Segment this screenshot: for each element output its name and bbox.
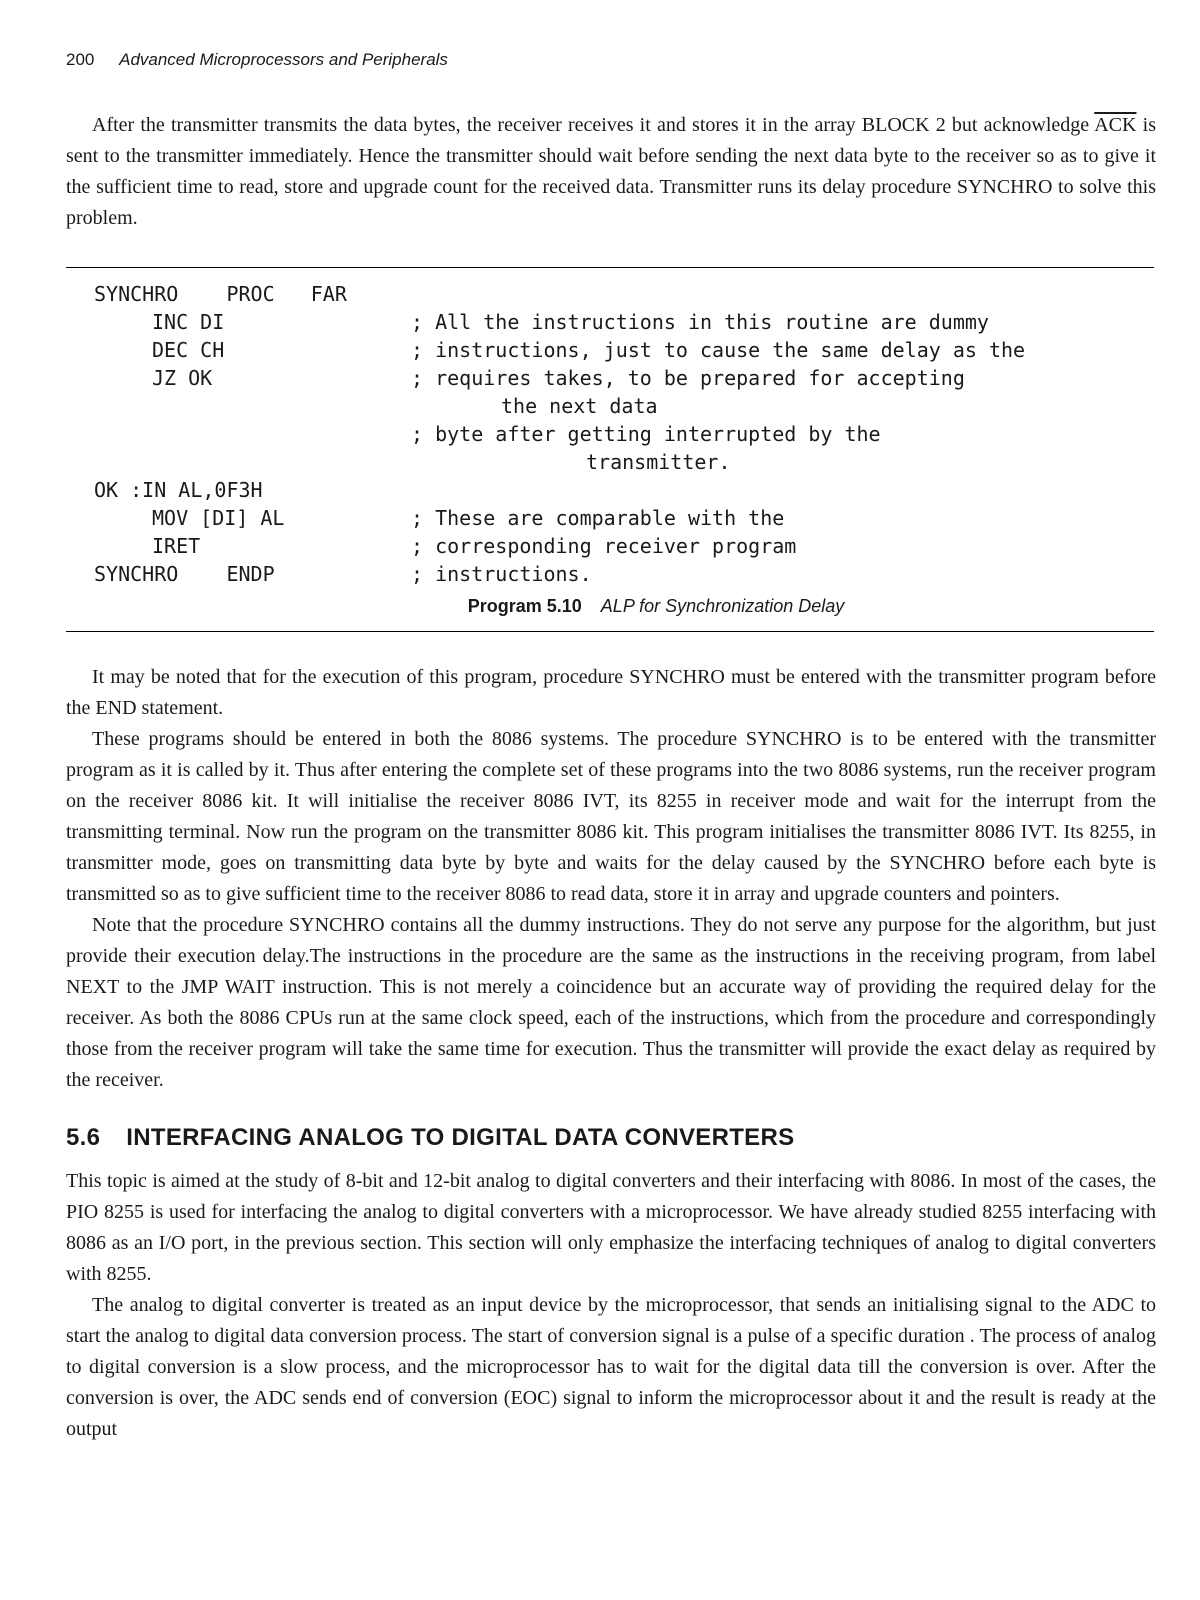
code-instruction: OK :IN AL,0F3H bbox=[94, 478, 263, 502]
code-comment: ; These are comparable with the bbox=[411, 506, 785, 530]
body-paragraphs bbox=[66, 662, 1156, 1096]
ack-signal: $\overline{ACK}$ bbox=[1094, 114, 1137, 136]
section-heading bbox=[66, 1124, 1156, 1152]
intro-paragraph bbox=[66, 110, 1156, 234]
program-listing bbox=[66, 268, 1156, 631]
caption-label: Program 5.10 bbox=[467, 596, 582, 616]
running-header bbox=[66, 50, 1156, 70]
code-instruction: JZ OK bbox=[152, 366, 213, 390]
code-line bbox=[66, 420, 1156, 448]
paragraph: Note that the procedure SYNCHRO contains all the dummy instructions. They do not serve any purpose for the algorithm, but just provide their execution delay.The instructions in the procedure are the same as the instructions in the receiving program, from label NEXT to the JMP WAIT instruction. This is not merely a coincidence but an accurate way of providing the required delay for the receiver. As both the 8086 CPUs run at the same clock speed, each of the instructions, which from the procedure and correspondingly those from the receiver program will take the same time for execution. Thus the transmitter will provide the exact delay as required by the receiver. bbox=[66, 914, 1156, 1091]
code-comment: ; corresponding receiver program bbox=[411, 534, 797, 558]
code-instruction: DEC CH bbox=[152, 338, 225, 362]
code-line bbox=[66, 560, 1156, 588]
code-comment: ; instructions, just to cause the same delay as the bbox=[411, 338, 1026, 362]
code-instruction: SYNCHRO PROC FAR bbox=[94, 282, 347, 306]
code-comment: ; All the instructions in this routine are dummy bbox=[411, 310, 989, 334]
program-caption bbox=[66, 596, 1156, 617]
code-line bbox=[66, 504, 1156, 532]
section-paragraph: This topic is aimed at the study of 8-bit and 12-bit analog to digital converters and their interfacing with 8086. In most of the cases, the PIO 8255 is used for interfacing the analog to digital converters with a microprocessor. We have already studied 8255 interfacing with 8086 as an I/O port, in the previous section. This section will only emphasize the interfacing techniques of analog to digital converters with 8255. bbox=[66, 1170, 1156, 1285]
code-comment: transmitter. bbox=[586, 450, 731, 474]
code-comment: ; instructions. bbox=[411, 562, 592, 586]
code-instruction: MOV [DI] AL bbox=[152, 506, 285, 530]
code-line bbox=[66, 364, 1156, 392]
code-line bbox=[66, 336, 1156, 364]
intro-text-1: After the transmitter transmits the data bytes, the receiver receives it and stores it in the array BLOCK 2 but acknowledge bbox=[92, 114, 1095, 136]
book-page bbox=[66, 50, 1156, 1445]
paragraph: It may be noted that for the execution of this program, procedure SYNCHRO must be entered with the transmitter program before the END statement. bbox=[66, 666, 1156, 719]
book-title: Advanced Microprocessors and Peripherals bbox=[119, 50, 448, 69]
code-line bbox=[66, 308, 1156, 336]
code-line bbox=[66, 448, 1156, 476]
section-title: INTERFACING ANALOG TO DIGITAL DATA CONVERTERS bbox=[126, 1124, 795, 1151]
caption-text: ALP for Synchronization Delay bbox=[600, 596, 845, 616]
page-number: 200 bbox=[66, 50, 95, 69]
code-line bbox=[66, 280, 1156, 308]
code-comment: ; byte after getting interrupted by the bbox=[411, 422, 881, 446]
code-instruction: IRET bbox=[152, 534, 201, 558]
intro-text-2: is sent to the transmitter immediately. Hence the transmitter should wait before sending the next data byte to the receiver so as to give it the sufficient time to read, store and upgrade count for the received data. Transmitter runs its delay procedure SYNCHRO to solve this problem. bbox=[66, 114, 1156, 229]
program-bottom-rule bbox=[66, 631, 1154, 632]
code-lines bbox=[66, 280, 1156, 588]
code-line bbox=[66, 392, 1156, 420]
code-line bbox=[66, 476, 1156, 504]
code-instruction: INC DI bbox=[152, 310, 225, 334]
section-number: 5.6 bbox=[66, 1124, 101, 1151]
code-line bbox=[66, 532, 1156, 560]
section-paragraph: The analog to digital converter is treated as an input device by the microprocessor, that sends an initialising signal to the ADC to start the analog to digital data conversion process. The start of conversion signal is a pulse of a specific duration . The process of analog to digital conversion is a slow process, and the microprocessor has to wait for the digital data till the conversion is over. After the conversion is over, the ADC sends end of conversion (EOC) signal to inform the microprocessor about it and the result is ready at the output bbox=[66, 1294, 1156, 1440]
code-comment: the next data bbox=[501, 394, 658, 418]
paragraph: These programs should be entered in both the 8086 systems. The procedure SYNCHRO is to be entered with the transmitter program as it is called by it. Thus after entering the complete set of these programs into the two 8086 systems, run the receiver program on the receiver 8086 kit. It will initialise the receiver 8086 IVT, its 8255 in receiver mode and wait for the interrupt from the transmitting terminal. Now run the program on the transmitter 8086 kit. This program initialises the transmitter 8086 IVT. Its 8255, in transmitter mode, goes on transmitting data byte by byte and waits for the delay caused by the SYNCHRO before each byte is transmitted so as to give sufficient time to the receiver 8086 to read data, store it in array and upgrade counters and pointers. bbox=[66, 728, 1156, 905]
code-instruction: SYNCHRO ENDP bbox=[94, 562, 275, 586]
code-comment: ; requires takes, to be prepared for accepting bbox=[411, 366, 965, 390]
